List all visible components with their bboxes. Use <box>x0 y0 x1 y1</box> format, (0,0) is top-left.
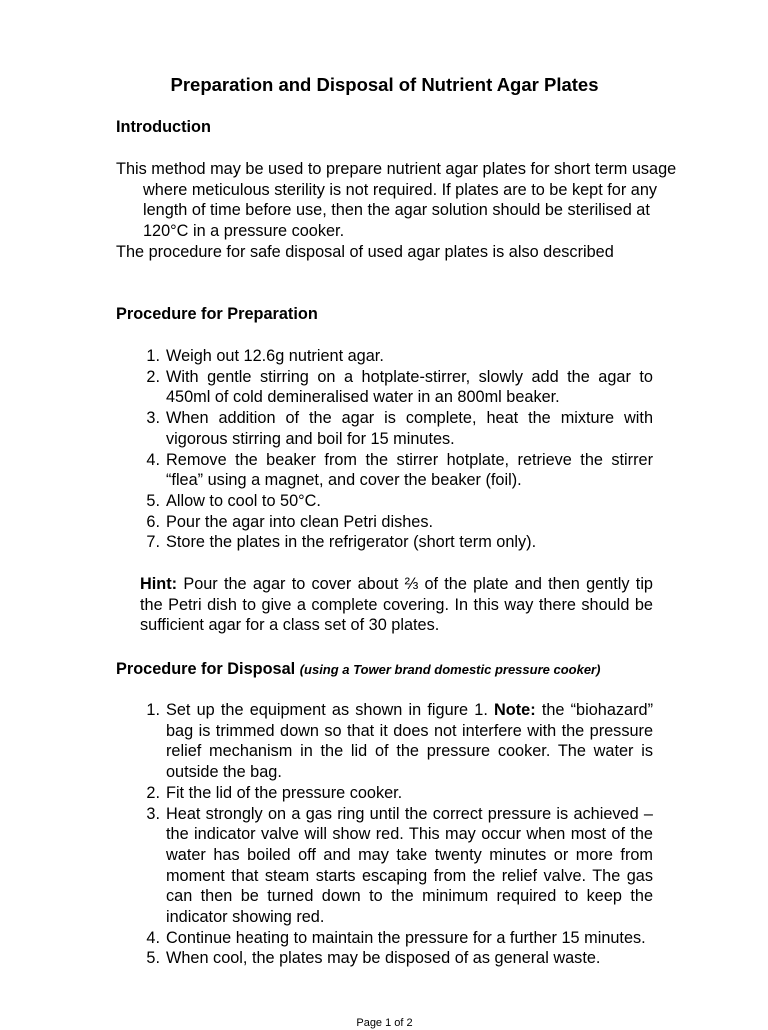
hint-label: Hint: <box>140 575 178 593</box>
hint-text: Pour the agar to cover about ⅔ of the plate and then gently tip the Petri dish to give a complete covering. In this way there should be sufficient agar for a class set of 30 plates. <box>140 575 653 635</box>
step-number: 3. <box>146 804 160 823</box>
list-item <box>140 783 653 804</box>
step-number: 5. <box>146 949 160 968</box>
list-item <box>140 804 653 928</box>
step-number: 3. <box>146 409 160 428</box>
step-number: 2. <box>146 367 160 386</box>
list-item <box>140 346 653 367</box>
list-item <box>140 928 653 949</box>
step-number: 6. <box>146 512 160 531</box>
step-text: Allow to cool to 50°C. <box>166 491 321 510</box>
step-text: With gentle stirring on a hotplate-stirrer, slowly add the agar to 450ml of cold demineralised water in an 800ml beaker. <box>166 367 653 407</box>
hint-paragraph <box>140 574 653 636</box>
list-item <box>140 491 653 512</box>
step-text: Heat strongly on a gas ring until the correct pressure is achieved – the indicator valve will show red. This may occur when most of the water has boiled off and may take twenty minutes or more from moment that steam starts escaping from the relief valve. The gas can then be turned down to the minimum required to keep the indicator showing red. <box>166 804 653 927</box>
disposal-description-paragraph: The procedure for safe disposal of used agar plates is also described <box>116 243 614 261</box>
step-text: Continue heating to maintain the pressure for a further 15 minutes. <box>166 928 646 947</box>
note-label: Note: <box>494 701 536 719</box>
document-title: Preparation and Disposal of Nutrient Agar Plates <box>170 74 599 95</box>
note-text: the “biohazard” bag is trimmed down so that it does not interfere with the pressure relief mechanism in the lid of the pressure cooker. The water is outside the bag. <box>166 701 653 782</box>
list-item <box>140 408 653 449</box>
introduction-paragraph: This method may be used to prepare nutrient agar plates for short term usage where meticulous sterility is not required. If plates are to be kept for any length of time before use, then the agar solution should be sterilised at 120°C in a pressure cooker. <box>116 160 677 241</box>
step-text: Fit the lid of the pressure cooker. <box>166 783 403 802</box>
step-number: 4. <box>146 450 160 469</box>
step-text: When addition of the agar is complete, heat the mixture with vigorous stirring and boil for 15 minutes. <box>166 409 653 448</box>
step-text: Store the plates in the refrigerator (short term only). <box>166 533 537 552</box>
step-number: 5. <box>146 491 160 510</box>
preparation-steps-list <box>140 346 653 553</box>
introduction-heading: Introduction <box>116 118 211 136</box>
step-text: Weigh out 12.6g nutrient agar. <box>166 347 384 365</box>
disposal-steps-list <box>140 700 653 969</box>
step-number: 1. <box>146 347 160 365</box>
disposal-heading <box>116 659 600 681</box>
list-item <box>140 450 653 491</box>
step-number: 1. <box>146 701 160 719</box>
list-item <box>140 532 653 553</box>
list-item <box>140 700 653 783</box>
step-number: 7. <box>146 533 160 552</box>
list-item <box>140 512 653 533</box>
list-item <box>140 948 653 969</box>
step-text: When cool, the plates may be disposed of as general waste. <box>166 949 601 968</box>
disposal-heading-text: Procedure for Disposal <box>116 660 296 678</box>
preparation-heading: Procedure for Preparation <box>116 305 318 323</box>
page-footer: Page 1 of 2 <box>356 1017 413 1029</box>
step-number: 4. <box>146 928 160 947</box>
step-number: 2. <box>146 783 160 802</box>
list-item <box>140 367 653 408</box>
step-text: Remove the beaker from the stirrer hotplate, retrieve the stirrer “flea” using a magnet, and cover the beaker (foil). <box>166 450 653 490</box>
step-text: Set up the equipment as shown in figure 1. <box>166 701 488 719</box>
disposal-subheading: (using a Tower brand domestic pressure cooker) <box>299 662 601 677</box>
step-text: Pour the agar into clean Petri dishes. <box>166 512 433 531</box>
